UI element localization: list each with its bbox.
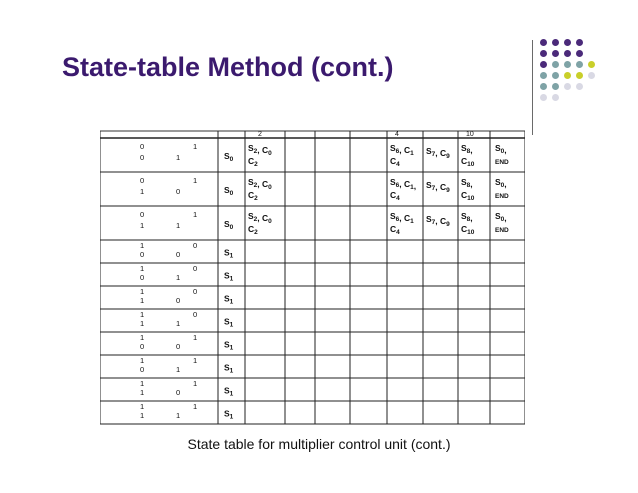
decor-dot xyxy=(576,72,583,79)
input-bit: 1 xyxy=(176,153,181,162)
next-state-cell: $S_0$, xyxy=(495,211,507,223)
state-cell: $S_1$ xyxy=(224,247,234,260)
input-bit: 1 xyxy=(140,310,145,319)
input-bit: 1 xyxy=(193,379,198,388)
next-state-cell: $S_7$, $C_9$ xyxy=(426,214,450,228)
input-bit: 0 xyxy=(176,187,181,196)
input-bit: 1 xyxy=(140,319,145,328)
input-bit: 1 xyxy=(140,264,145,273)
figure-caption: State table for multiplier control unit (cont.) xyxy=(187,436,451,452)
input-bit: 1 xyxy=(193,402,198,411)
control-cell: $C_{10}$ xyxy=(461,224,475,236)
input-bit: 1 xyxy=(140,402,145,411)
decor-dot xyxy=(564,72,571,79)
next-state-cell: $S_8$, xyxy=(461,177,473,189)
decor-dot xyxy=(552,83,559,90)
input-bit: 0 xyxy=(176,250,181,259)
decor-dot xyxy=(552,50,559,57)
decor-dot xyxy=(564,61,571,68)
control-cell: $C_4$ xyxy=(390,156,400,168)
decor-dot xyxy=(540,94,547,101)
input-bit: 1 xyxy=(140,287,145,296)
decor-dot xyxy=(552,94,559,101)
decor-dot xyxy=(540,72,547,79)
input-bit: 1 xyxy=(140,356,145,365)
input-bit: 1 xyxy=(176,319,181,328)
end-label: END xyxy=(495,159,509,166)
control-cell: $C_{10}$ xyxy=(461,190,475,202)
header-fragment: 10 xyxy=(466,131,474,138)
next-state-cell: $S_6$, $C_1$ xyxy=(390,211,414,225)
input-bit: 1 xyxy=(140,333,145,342)
decor-dot xyxy=(576,61,583,68)
input-bit: 0 xyxy=(193,264,198,273)
decor-dot xyxy=(540,50,547,57)
end-label: END xyxy=(495,193,509,200)
header-fragment: 4 xyxy=(395,131,399,138)
decor-dot xyxy=(552,72,559,79)
decor-dot xyxy=(540,39,547,46)
slide-title: State-table Method (cont.) xyxy=(62,52,394,82)
next-state-cell: $S_7$, $C_9$ xyxy=(426,180,450,194)
control-cell: $C_2$ xyxy=(248,224,258,236)
control-cell: $C_{10}$ xyxy=(461,156,475,168)
state-cell: $S_1$ xyxy=(224,339,234,352)
input-bit: 0 xyxy=(140,273,145,282)
next-state-cell: $S_2$, $C_0$ xyxy=(248,177,272,191)
title-divider xyxy=(532,40,533,135)
input-bit: 1 xyxy=(176,221,181,230)
decor-dot xyxy=(540,61,547,68)
next-state-cell: $S_8$, xyxy=(461,211,473,223)
input-bit: 0 xyxy=(140,210,145,219)
control-cell: $C_4$ xyxy=(390,190,400,202)
input-bit: 0 xyxy=(193,287,198,296)
input-bit: 0 xyxy=(176,296,181,305)
next-state-cell: $S_8$, xyxy=(461,143,473,155)
input-bit: 0 xyxy=(140,365,145,374)
input-bit: 0 xyxy=(176,342,181,351)
input-bit: 0 xyxy=(140,142,145,151)
decor-dot xyxy=(564,83,571,90)
input-bit: 1 xyxy=(193,356,198,365)
next-state-cell: $S_0$, xyxy=(495,143,507,155)
state-cell: $S_1$ xyxy=(224,385,234,398)
decor-dot xyxy=(576,50,583,57)
control-cell: $C_2$ xyxy=(248,156,258,168)
input-bit: 1 xyxy=(176,273,181,282)
input-bit: 0 xyxy=(140,342,145,351)
input-bit: 1 xyxy=(140,241,145,250)
input-bit: 1 xyxy=(176,411,181,420)
state-cell: $S_1$ xyxy=(224,270,234,283)
decor-dot xyxy=(564,50,571,57)
control-cell: $C_4$ xyxy=(390,224,400,236)
state-table-image xyxy=(100,128,525,428)
input-bit: 1 xyxy=(193,142,198,151)
decor-dot xyxy=(588,72,595,79)
decor-dot xyxy=(576,83,583,90)
state-table xyxy=(100,128,525,428)
input-bit: 1 xyxy=(140,187,145,196)
state-cell: $S_0$ xyxy=(224,185,234,197)
decor-dot xyxy=(576,39,583,46)
next-state-cell: $S_0$, xyxy=(495,177,507,189)
input-bit: 1 xyxy=(193,333,198,342)
next-state-cell: $S_6$, $C_1$, xyxy=(390,177,417,191)
input-bit: 0 xyxy=(193,310,198,319)
input-bit: 1 xyxy=(193,210,198,219)
input-bit: 1 xyxy=(193,176,198,185)
input-bit: 1 xyxy=(176,365,181,374)
state-cell: $S_1$ xyxy=(224,316,234,329)
next-state-cell: $S_2$, $C_0$ xyxy=(248,143,272,157)
next-state-cell: $S_7$, $C_9$ xyxy=(426,146,450,160)
input-bit: 1 xyxy=(140,221,145,230)
state-cell: $S_0$ xyxy=(224,219,234,231)
next-state-cell: $S_6$, $C_1$ xyxy=(390,143,414,157)
decor-dot xyxy=(564,39,571,46)
input-bit: 0 xyxy=(140,250,145,259)
decor-dot xyxy=(552,61,559,68)
input-bit: 1 xyxy=(140,296,145,305)
decor-dot xyxy=(552,39,559,46)
control-cell: $C_2$ xyxy=(248,190,258,202)
decor-dot xyxy=(588,61,595,68)
decor-dot xyxy=(540,83,547,90)
input-bit: 0 xyxy=(140,176,145,185)
input-bit: 1 xyxy=(140,388,145,397)
state-cell: $S_1$ xyxy=(224,362,234,375)
input-bit: 1 xyxy=(140,411,145,420)
state-cell: $S_0$ xyxy=(224,151,234,163)
state-cell: $S_1$ xyxy=(224,293,234,306)
end-label: END xyxy=(495,227,509,234)
next-state-cell: $S_2$, $C_0$ xyxy=(248,211,272,225)
header-fragment: 2 xyxy=(258,131,262,138)
input-bit: 0 xyxy=(193,241,198,250)
input-bit: 0 xyxy=(140,153,145,162)
input-bit: 0 xyxy=(176,388,181,397)
input-bit: 1 xyxy=(140,379,145,388)
state-cell: $S_1$ xyxy=(224,408,234,421)
